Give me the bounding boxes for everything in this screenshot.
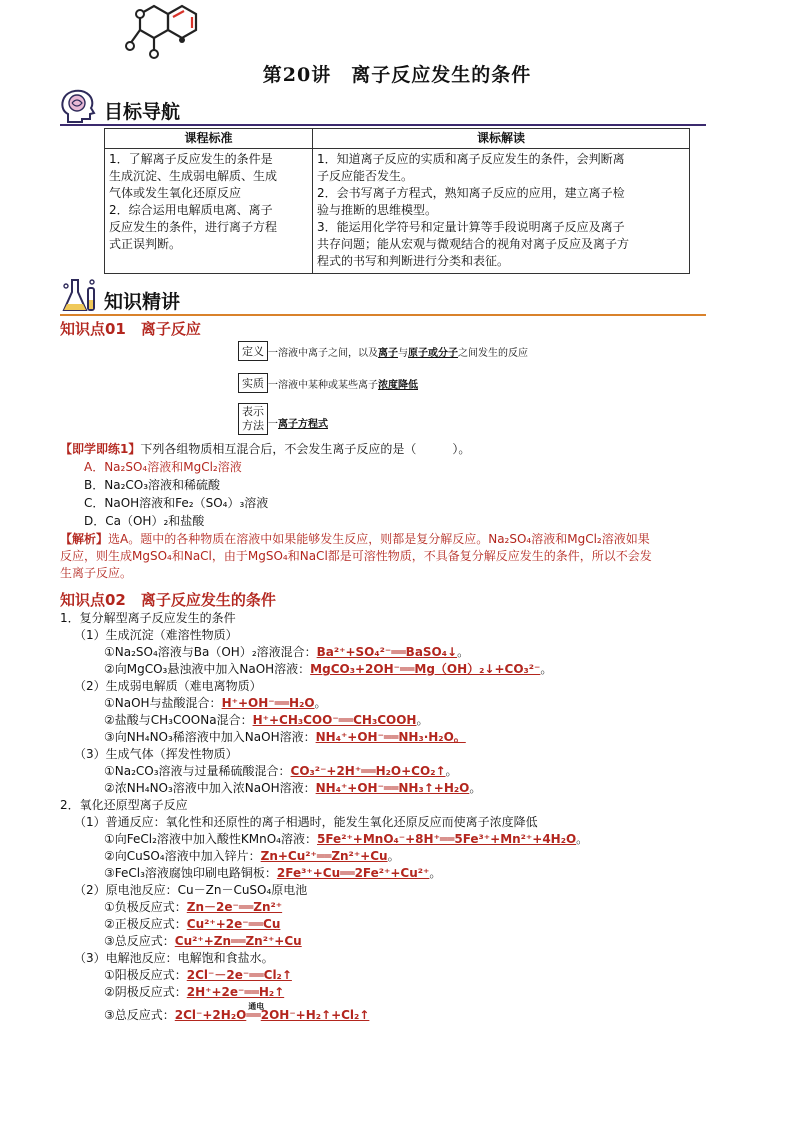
conditions-content	[60, 610, 750, 1024]
diagram-essence-text: 一溶液中某种或某些离子浓度降低	[268, 380, 418, 391]
diagram-definition-text: 一溶液中离子之间，以及离子与原子或分子之间发生的反应	[268, 348, 528, 359]
exercise-option-b: B．Na₂CO₃溶液和稀硫酸	[84, 478, 221, 492]
diagram-label-essence: 实质	[238, 373, 268, 393]
exercise-option-d: D．Ca（OH）₂和盐酸	[84, 514, 205, 528]
section-heading-knowledge: 知识精讲	[104, 291, 181, 313]
brain-head-icon	[58, 88, 98, 124]
knowledge-point-2-title: 知识点02 离子反应发生的条件	[60, 591, 276, 609]
equation-row: ③向NH₄NO₃稀溶液中加入NaOH溶液：NH₄⁺+OH⁻══NH₃·H₂O。	[104, 730, 466, 744]
exercise-question: 【即学即练1】下列各组物质相互混合后，不会发生离子反应的是（ ）。	[60, 442, 471, 456]
diagram-representation-text: 一离子方程式	[268, 419, 328, 430]
table-cell-standards: 1．了解离子反应发生的条件是 生成沉淀、生成弱电解质、生成 气体或发生氧化还原反应 2．综合运用电解质电离、离子 反应发生的条件，进行离子方程 式正误判断。	[105, 149, 313, 274]
molecule-logo-icon	[118, 0, 200, 60]
analysis-paragraph: 【解析】选A。题中的各种物质在溶液中如果能够发生反应，则都是复分解反应。Na₂SO₄溶液和MgCl₂溶液如果 反应，则生成MgSO₄和NaCl，由于MgSO₄和NaCl都是可溶性物质，不具备复分解反应发生的条件，所以不会发 生离子反应。	[60, 532, 652, 580]
table-header: 课标解读	[313, 129, 690, 149]
equation-row: ①NaOH与盐酸混合：H⁺+OH⁻══H₂O。	[104, 696, 327, 710]
knowledge-point-1-title: 知识点01 离子反应	[60, 320, 201, 338]
equation-row: ②正极反应式：Cu²⁺+2e⁻══Cu	[104, 917, 281, 931]
subheading: （2）生成弱电解质（难电离物质）	[74, 679, 262, 693]
diagram-label-representation: 表示 方法	[238, 403, 268, 435]
table-header: 课程标准	[105, 129, 313, 149]
flask-icon	[58, 276, 102, 316]
section-divider	[60, 124, 706, 126]
equation-row: ②向MgCO₃悬浊液中加入NaOH溶液：MgCO₃+2OH⁻══Mg（OH）₂↓+CO₃²⁻。	[104, 662, 553, 676]
subheading: （1）生成沉淀（难溶性物质）	[74, 628, 238, 642]
page-title: 第20讲 离子反应发生的条件	[262, 64, 532, 86]
diagram-label-definition: 定义	[238, 341, 268, 361]
section-heading-goals: 目标导航	[104, 101, 181, 123]
subheading: （3）生成气体（挥发性物质）	[74, 747, 238, 761]
subheading: （3）电解池反应：电解饱和食盐水。	[74, 951, 274, 965]
equation-row: ①向FeCl₂溶液中加入酸性KMnO₄溶液：5Fe²⁺+MnO₄⁻+8H⁺══5Fe³⁺+Mn²⁺+4H₂O。	[104, 832, 589, 846]
exercise-option-c: C．NaOH溶液和Fe₂（SO₄）₃溶液	[84, 496, 269, 510]
condition-label: 通电	[248, 1002, 265, 1011]
concept-diagram	[238, 341, 568, 439]
equation-row: ②盐酸与CH₃COONa混合：H⁺+CH₃COO⁻══CH₃COOH。	[104, 713, 429, 727]
equation-row: ③总反应式：Cu²⁺+Zn══Zn²⁺+Cu	[104, 934, 302, 948]
exercise-option-a: A．Na₂SO₄溶液和MgCl₂溶液	[84, 460, 242, 474]
equation-row: ①Na₂CO₃溶液与过量稀硫酸混合：CO₃²⁻+2H⁺══H₂O+CO₂↑。	[104, 764, 458, 778]
equation-row: ③总反应式：2Cl⁻+2H₂O 通电 ══2OH⁻+H₂↑+Cl₂↑	[60, 1007, 750, 1024]
heading-1: 1．复分解型离子反应发生的条件	[60, 611, 236, 625]
equation-row: ③FeCl₃溶液腐蚀印刷电路铜板：2Fe³⁺+Cu══2Fe²⁺+Cu²⁺。	[104, 866, 442, 880]
equation-row: ②浓NH₄NO₃溶液中加入浓NaOH溶液：NH₄⁺+OH⁻══NH₃↑+H₂O。	[104, 781, 482, 795]
section-divider	[60, 314, 706, 316]
course-standards-table	[104, 128, 690, 274]
subheading: （2）原电池反应：Cu－Zn－CuSO₄原电池	[74, 883, 308, 897]
equation-row: ②向CuSO₄溶液中加入锌片：Zn+Cu²⁺══Zn²⁺+Cu。	[104, 849, 400, 863]
equation-row: ①阳极反应式：2Cl⁻－2e⁻══Cl₂↑	[104, 968, 292, 982]
subheading: （1）普通反应：氧化性和还原性的离子相遇时，能发生氧化还原反应而使离子浓度降低	[74, 815, 538, 829]
equation-row: ①负极反应式：Zn－2e⁻══Zn²⁺	[104, 900, 283, 914]
equation-row: ②阴极反应式：2H⁺+2e⁻══H₂↑	[104, 985, 285, 999]
table-cell-interpretation: 1．知道离子反应的实质和离子反应发生的条件，会判断离 子反应能否发生。 2．会书写离子方程式，熟知离子反应的应用，建立离子检 验与推断的思维模型。 3．能运用化学符号和定量计算等手段说明离子反应及离子 共存问题；能从宏观与微观结合的视角对离子反应及离子方 程式的书写和判断进行分类和表征。	[313, 149, 690, 274]
heading-2: 2．氧化还原型离子反应	[60, 798, 188, 812]
equation-row: ①Na₂SO₄溶液与Ba（OH）₂溶液混合：Ba²⁺+SO₄²⁻══BaSO₄↓。	[104, 645, 470, 659]
